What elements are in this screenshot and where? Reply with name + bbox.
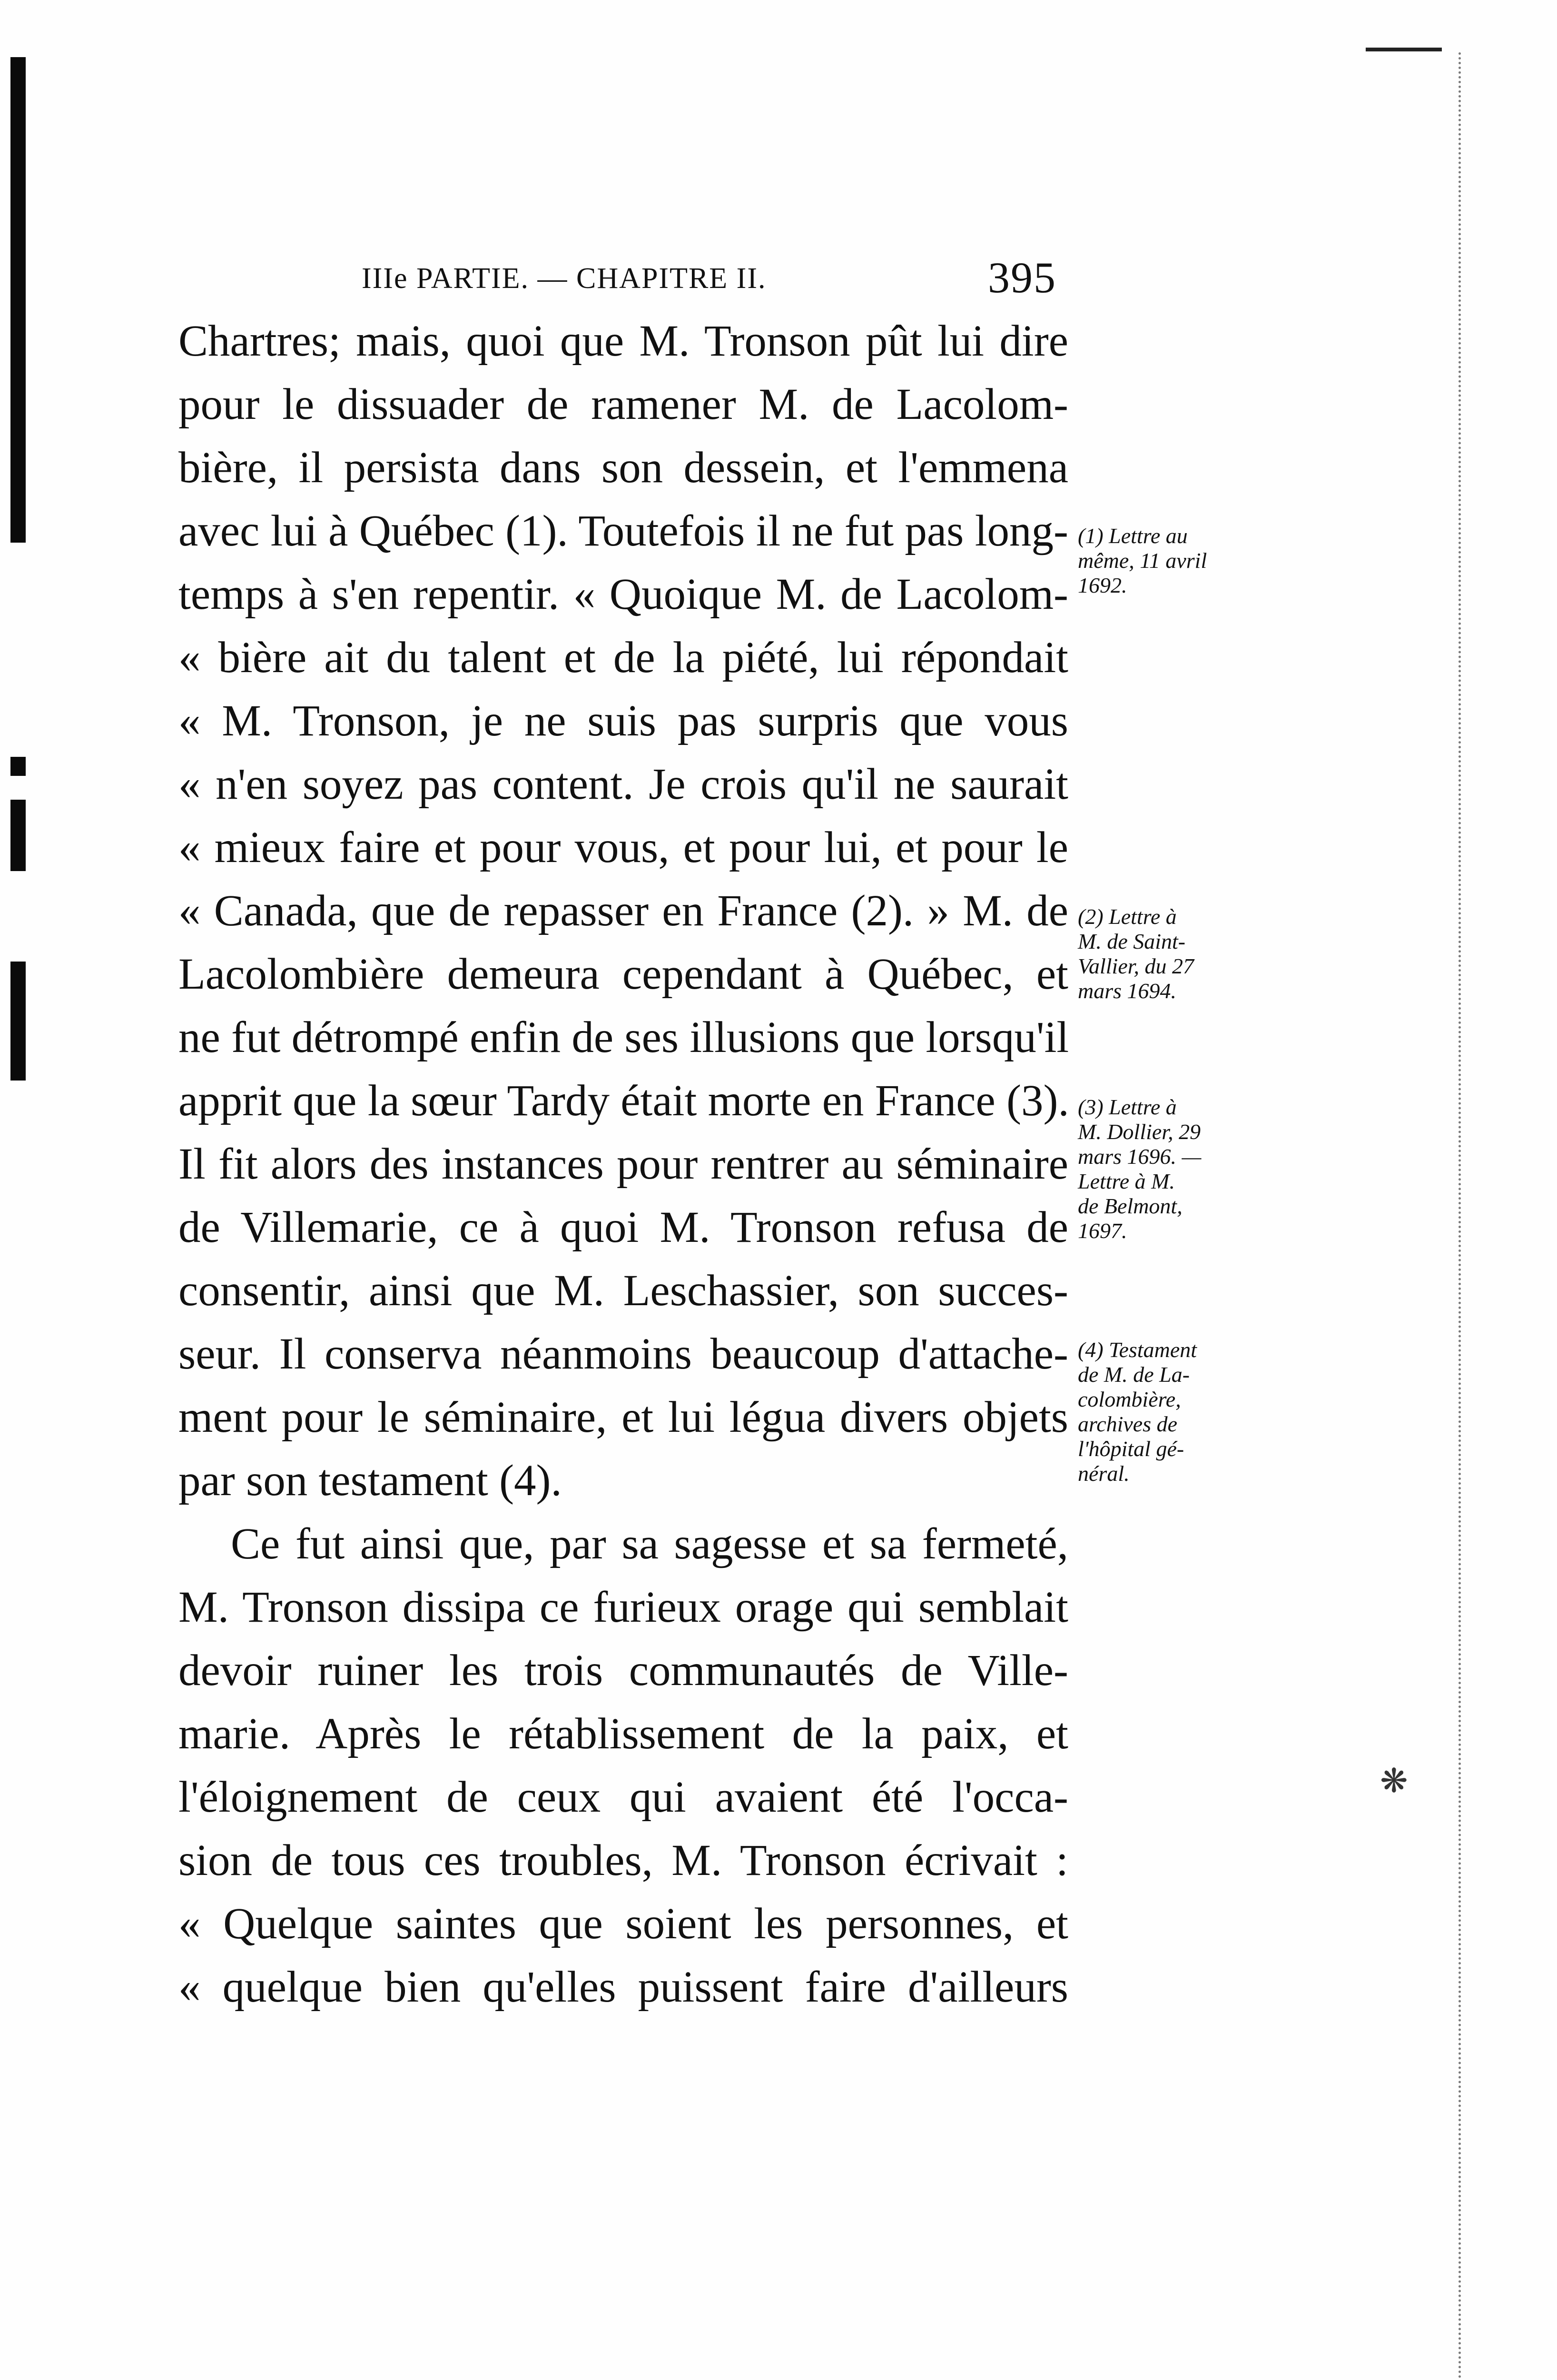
text-line: Il fit alors des instances pour rentrer au séminaire — [178, 1140, 1068, 1189]
text-line: seur. Il conserva néanmoins beaucoup d'attache- — [178, 1329, 1068, 1378]
note-line: Lettre à M. — [1078, 1169, 1175, 1193]
binding-mark-lower — [10, 962, 26, 1081]
main-text-block — [178, 309, 1068, 2019]
note-line: (3) Lettre à — [1078, 1095, 1177, 1119]
text-line: bière, il persista dans son dessein, et l'emmena — [178, 443, 1068, 492]
note-line: de M. de La- — [1078, 1362, 1190, 1387]
note-line: Vallier, du 27 — [1078, 954, 1194, 978]
text-line: ne fut détrompé enfin de ses illusions que lorsqu'il — [178, 1013, 1069, 1062]
text-line: Chartres; mais, quoi que M. Tronson pût lui dire — [178, 317, 1068, 366]
text-line: Lacolombière demeura cependant à Québec, et — [178, 950, 1068, 999]
page-number: 395 — [988, 253, 1056, 302]
note-line: (4) Testament — [1078, 1338, 1197, 1362]
text-line: Ce fut ainsi que, par sa sagesse et sa fermeté, — [231, 1519, 1068, 1568]
binding-mark-middle — [10, 800, 26, 871]
note-line: néral. — [1078, 1461, 1130, 1486]
running-title: IIIe PARTIE. — CHAPITRE II. — [362, 262, 767, 295]
margin-note-4 — [1078, 1338, 1287, 1486]
text-line: « Canada, que de repasser en France (2). » M. de — [178, 886, 1068, 935]
text-line: par son testament (4). — [178, 1456, 562, 1505]
note-line: l'hôpital gé- — [1078, 1437, 1184, 1461]
note-line: colombière, — [1078, 1387, 1181, 1411]
note-line: de Belmont, — [1078, 1194, 1183, 1218]
text-line: « bière ait du talent et de la piété, lui répondait — [178, 633, 1068, 682]
running-header — [362, 252, 1056, 305]
note-line: (2) Lettre à — [1078, 904, 1177, 929]
page-edge-line — [1458, 52, 1461, 2380]
text-line: devoir ruiner les trois communautés de Ville- — [178, 1646, 1068, 1695]
text-line: marie. Après le rétablissement de la paix, et — [178, 1709, 1068, 1758]
note-line: mars 1694. — [1078, 979, 1177, 1003]
text-line: l'éloignement de ceux qui avaient été l'occa- — [178, 1773, 1068, 1822]
binding-mark-small — [10, 757, 26, 776]
text-line: ment pour le séminaire, et lui légua divers objets — [178, 1393, 1068, 1442]
margin-note-3 — [1078, 1095, 1287, 1243]
text-line: « mieux faire et pour vous, et pour lui, et pour le — [178, 823, 1068, 872]
text-line: consentir, ainsi que M. Leschassier, son succes- — [178, 1266, 1068, 1315]
note-line: (1) Lettre au — [1078, 524, 1188, 548]
note-line: 1697. — [1078, 1219, 1127, 1243]
text-line: sion de tous ces troubles, M. Tronson écrivait : — [178, 1836, 1068, 1885]
note-line: même, 11 avril — [1078, 548, 1207, 573]
text-line: « Quelque saintes que soient les personnes, et — [178, 1899, 1068, 1948]
margin-ornament-icon: ❋ — [1380, 1761, 1408, 1800]
note-line: M. Dollier, 29 — [1078, 1120, 1201, 1144]
note-line: archives de — [1078, 1412, 1178, 1436]
text-line: « n'en soyez pas content. Je crois qu'il ne saurait — [178, 760, 1068, 809]
margin-note-1 — [1078, 524, 1287, 598]
note-line: M. de Saint- — [1078, 929, 1186, 953]
text-line: pour le dissuader de ramener M. de Lacolom- — [178, 380, 1068, 429]
text-line: M. Tronson dissipa ce furieux orage qui semblait — [178, 1583, 1068, 1632]
text-line: avec lui à Québec (1). Toutefois il ne fut pas long- — [178, 506, 1068, 555]
corner-mark — [1366, 48, 1442, 51]
margin-note-2 — [1078, 904, 1287, 1003]
text-line: de Villemarie, ce à quoi M. Tronson refusa de — [178, 1203, 1068, 1252]
text-line: « quelque bien qu'elles puissent faire d'ailleurs — [178, 1963, 1068, 2012]
text-line: temps à s'en repentir. « Quoique M. de Lacolom- — [178, 570, 1068, 619]
note-line: 1692. — [1078, 573, 1127, 597]
text-line: « M. Tronson, je ne suis pas surpris que vous — [178, 696, 1068, 745]
binding-mark-top — [10, 57, 26, 543]
text-line: apprit que la sœur Tardy était morte en France (3). — [178, 1076, 1069, 1125]
note-line: mars 1696. — — [1078, 1144, 1202, 1169]
